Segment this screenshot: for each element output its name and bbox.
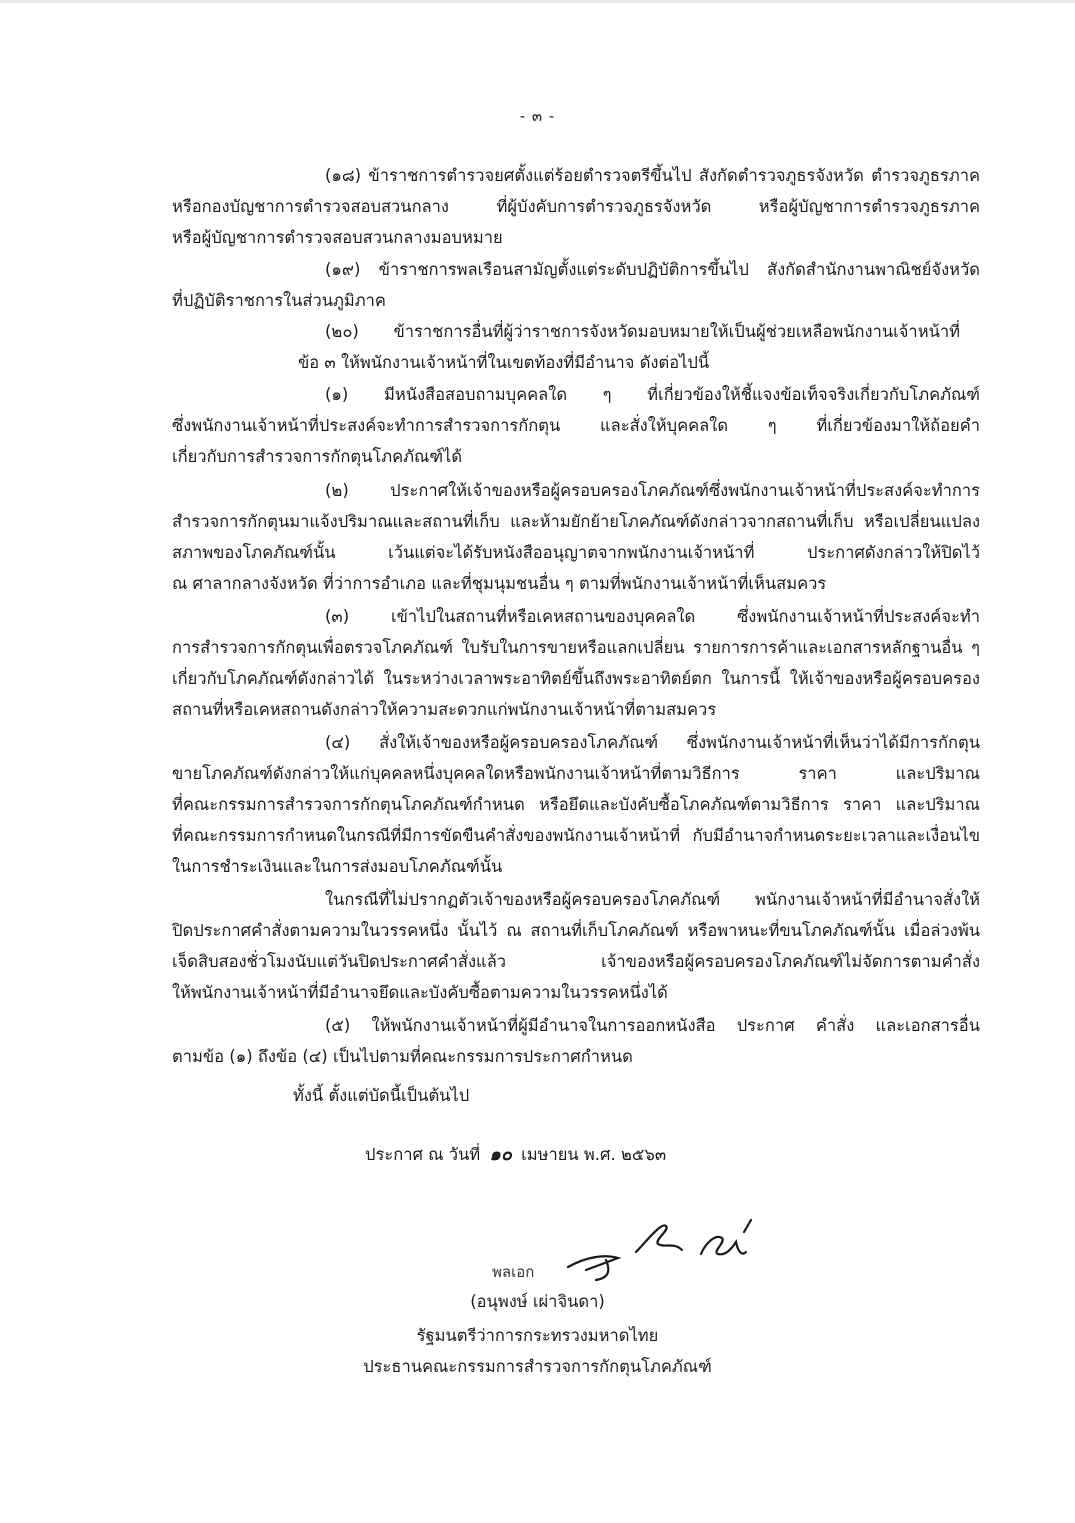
signer-role: ประธานคณะกรรมการสำรวจการกักตุนโภคภัณฑ์ (363, 1357, 712, 1376)
date-suffix: เมษายน พ.ศ. ๒๕๖๓ (521, 1145, 667, 1164)
text-line: (๑๙) ข้าราชการพลเรือนสามัญตั้งแต่ระดับปฏิบัติการขึ้นไป สังกัดสำนักงานพาณิชย์จังหวัด (325, 260, 980, 279)
text-line: (๔) สั่งให้เจ้าของหรือผู้ครอบครองโภคภัณฑ์ ซึ่งพนักงานเจ้าหน้าที่เห็นว่าได้มีการกักตุน (325, 733, 980, 752)
text-line: (๒๐) ข้าราชการอื่นที่ผู้ว่าราชการจังหวัดมอบหมายให้เป็นผู้ช่วยเหลือพนักงานเจ้าหน้าที่ (325, 322, 960, 341)
text-line: การสำรวจการกักตุนเพื่อตรวจโภคภัณฑ์ ใบรับในการขายหรือแลกเปลี่ยน รายการการค้าและเอกสารหลักฐานอื่น ๆ (172, 638, 980, 657)
text-line: ที่คณะกรรมการสำรวจการกักตุนโภคภัณฑ์กำหนด หรือยึดและบังคับซื้อโภคภัณฑ์ตามวิธีการ ราคา และปริมาณ (172, 795, 980, 814)
text-line: เกี่ยวกับการสำรวจการกักตุนโภคภัณฑ์ได้ (172, 447, 463, 466)
text-line: ที่คณะกรรมการกำหนดในกรณีที่มีการขัดขืนคำสั่งของพนักงานเจ้าหน้าที่ กับมีอำนาจกำหนดระยะเวลาและเงื่อนไข (172, 826, 980, 845)
text-line: ข้อ ๓ ให้พนักงานเจ้าหน้าที่ในเขตท้องที่มีอำนาจ ดังต่อไปนี้ (298, 353, 710, 372)
text-line: ให้พนักงานเจ้าหน้าที่มีอำนาจยึดและบังคับซื้อตามความในวรรคหนึ่งได้ (172, 983, 668, 1002)
handwritten-signature (566, 1212, 766, 1282)
text-line: ขายโภคภัณฑ์ดังกล่าวให้แก่บุคคลหนึ่งบุคคลใดหรือพนักงานเจ้าหน้าที่ตามวิธีการ ราคา และปริมาณ (172, 764, 980, 783)
text-line: ทั้งนี้ ตั้งแต่บัดนี้เป็นต้นไป (293, 1086, 470, 1105)
signer-rank: พลเอก (492, 1263, 535, 1281)
text-line: ในกรณีที่ไม่ปรากฏตัวเจ้าของหรือผู้ครอบครองโภคภัณฑ์ พนักงานเจ้าหน้าที่มีอำนาจสั่งให้ (325, 890, 980, 909)
date-prefix: ประกาศ ณ วันที่ (365, 1145, 481, 1164)
announcement-date (365, 1139, 666, 1168)
text-line: (๑๘) ข้าราชการตำรวจยศตั้งแต่ร้อยตำรวจตรีขึ้นไป สังกัดตำรวจภูธรจังหวัด ตำรวจภูธรภาค (325, 166, 980, 185)
text-line: หรือผู้บัญชาการตำรวจสอบสวนกลางมอบหมาย (172, 228, 503, 247)
page-number: - ๓ - (519, 107, 556, 125)
text-line: (๒) ประกาศให้เจ้าของหรือผู้ครอบครองโภคภัณฑ์ซึ่งพนักงานเจ้าหน้าที่ประสงค์จะทำการ (325, 481, 980, 500)
text-line: สภาพของโภคภัณฑ์นั้น เว้นแต่จะได้รับหนังสืออนุญาตจากพนักงานเจ้าหน้าที่ ประกาศดังกล่าวให้ปิดไว้ (172, 543, 980, 562)
text-line: ในการชำระเงินและในการส่งมอบโภคภัณฑ์นั้น (172, 857, 503, 876)
text-line: หรือกองบัญชาการตำรวจสอบสวนกลาง ที่ผู้บังคับการตำรวจภูธรจังหวัด หรือผู้บัญชาการตำรวจภูธรภาค (172, 197, 980, 216)
text-line: ซึ่งพนักงานเจ้าหน้าที่ประสงค์จะทำการสำรวจการกักตุน และสั่งให้บุคคลใด ๆ ที่เกี่ยวข้องมาให้ถ้อยคำ (172, 416, 980, 435)
text-line: ตามข้อ (๑) ถึงข้อ (๔) เป็นไปตามที่คณะกรรมการประกาศกำหนด (172, 1047, 633, 1066)
text-line: (๑) มีหนังสือสอบถามบุคคลใด ๆ ที่เกี่ยวข้องให้ชี้แจงข้อเท็จจริงเกี่ยวกับโภคภัณฑ์ (325, 385, 980, 404)
text-line: สถานที่หรือเคหสถานดังกล่าวให้ความสะดวกแก่พนักงานเจ้าหน้าที่ตามสมควร (172, 700, 717, 719)
text-line: เจ็ดสิบสองชั่วโมงนับแต่วันปิดประกาศคำสั่งแล้ว เจ้าของหรือผู้ครอบครองโภคภัณฑ์ไม่จัดการตามคำสั่ง (172, 952, 980, 971)
text-line: (๕) ให้พนักงานเจ้าหน้าที่ผู้มีอำนาจในการออกหนังสือ ประกาศ คำสั่ง และเอกสารอื่น (325, 1016, 980, 1035)
text-line: สำรวจการกักตุนมาแจ้งปริมาณและสถานที่เก็บ และห้ามยักย้ายโภคภัณฑ์ดังกล่าวจากสถานที่เก็บ หรือเปลี่ยนแปลง (172, 512, 980, 531)
signer-position: รัฐมนตรีว่าการกระทรวงมหาดไทย (416, 1326, 659, 1345)
text-line: ณ ศาลากลางจังหวัด ที่ว่าการอำเภอ และที่ชุมนุมชนอื่น ๆ ตามที่พนักงานเจ้าหน้าที่เห็นสมควร (172, 574, 827, 593)
text-line: เกี่ยวกับโภคภัณฑ์ดังกล่าวได้ ในระหว่างเวลาพระอาทิตย์ขึ้นถึงพระอาทิตย์ตก ในการนี้ ให้เจ้าของหรือผู้ครอบครอง (172, 669, 980, 688)
scan-edge (0, 0, 1075, 3)
text-line: (๓) เข้าไปในสถานที่หรือเคหสถานของบุคคลใด ซึ่งพนักงานเจ้าหน้าที่ประสงค์จะทำ (325, 607, 980, 626)
date-day: ๑๐ (489, 1144, 512, 1165)
text-line: ปิดประกาศคำสั่งตามความในวรรคหนึ่ง นั้นไว้ ณ สถานที่เก็บโภคภัณฑ์ หรือพาหนะที่ขนโภคภัณฑ์นั้น เมื่อล่วงพ้น (172, 921, 980, 940)
signer-name: (อนุพงษ์ เผ่าจินดา) (470, 1292, 605, 1311)
text-line: ที่ปฏิบัติราชการในส่วนภูมิภาค (172, 291, 386, 310)
